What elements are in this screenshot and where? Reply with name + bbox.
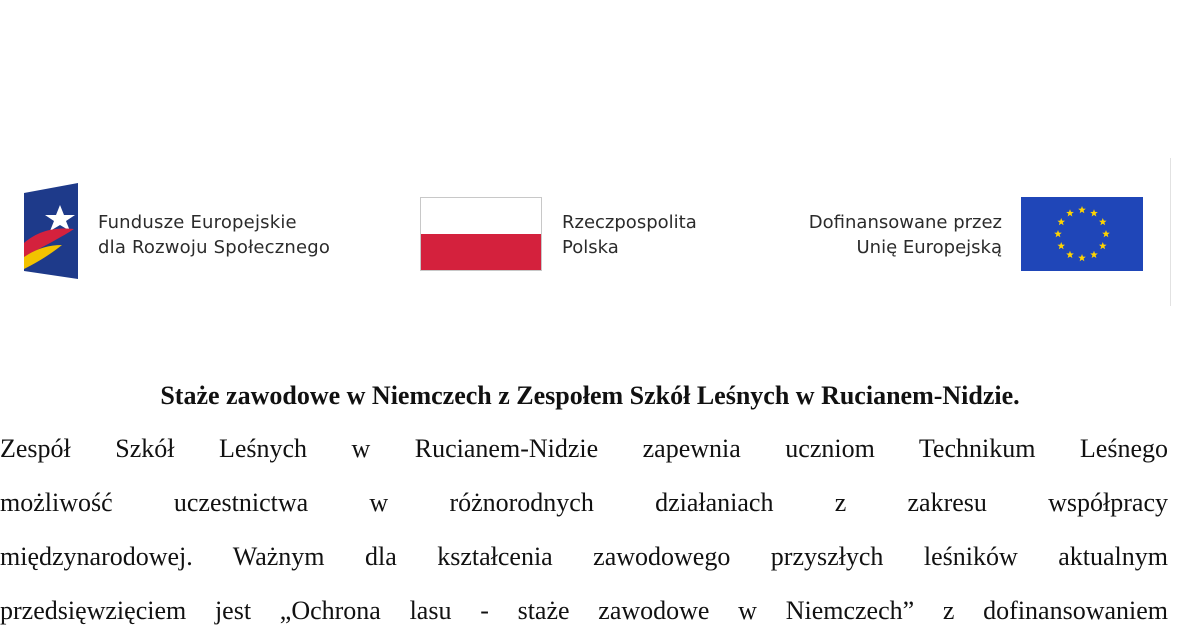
body-line-2: możliwość uczestnictwa w różnorodnych działaniach z zakresu współpracy — [0, 488, 1168, 517]
pl-line-1: Rzeczpospolita — [562, 212, 697, 233]
body-line-4: przedsięwzięciem jest „Ochrona lasu - staże zawodowe w Niemczech” z dofinansowaniem — [0, 596, 1168, 625]
eu-line-2: Unię Europejską — [856, 237, 1002, 258]
polish-flag — [420, 197, 542, 271]
flag-red-stripe — [421, 234, 541, 270]
divider — [1170, 158, 1171, 306]
funding-logo-bar — [0, 150, 1180, 310]
fe-line-2: dla Rozwoju Społecznego — [98, 237, 331, 258]
flag-white-stripe — [421, 198, 541, 234]
rzeczpospolita-polska-text — [562, 210, 697, 260]
eu-line-1: Dofinansowane przez — [808, 212, 1002, 233]
eu-cofunding-text — [770, 210, 1002, 260]
eu-flag — [1021, 197, 1143, 271]
body-line-3: międzynarodowej. Ważnym dla kształcenia zawodowego przyszłych leśników aktualnym — [0, 542, 1168, 571]
pl-line-2: Polska — [562, 237, 619, 258]
fundusze-europejskie-logo — [24, 183, 80, 283]
document-title: Staże zawodowe w Niemczech z Zespołem Szkół Leśnych w Rucianem-Nidzie. — [160, 381, 1020, 410]
fe-line-1: Fundusze Europejskie — [98, 212, 297, 233]
fundusze-europejskie-text — [98, 210, 330, 260]
body-line-1: Zespół Szkół Leśnych w Rucianem-Nidzie zapewnia uczniom Technikum Leśnego — [0, 434, 1168, 463]
